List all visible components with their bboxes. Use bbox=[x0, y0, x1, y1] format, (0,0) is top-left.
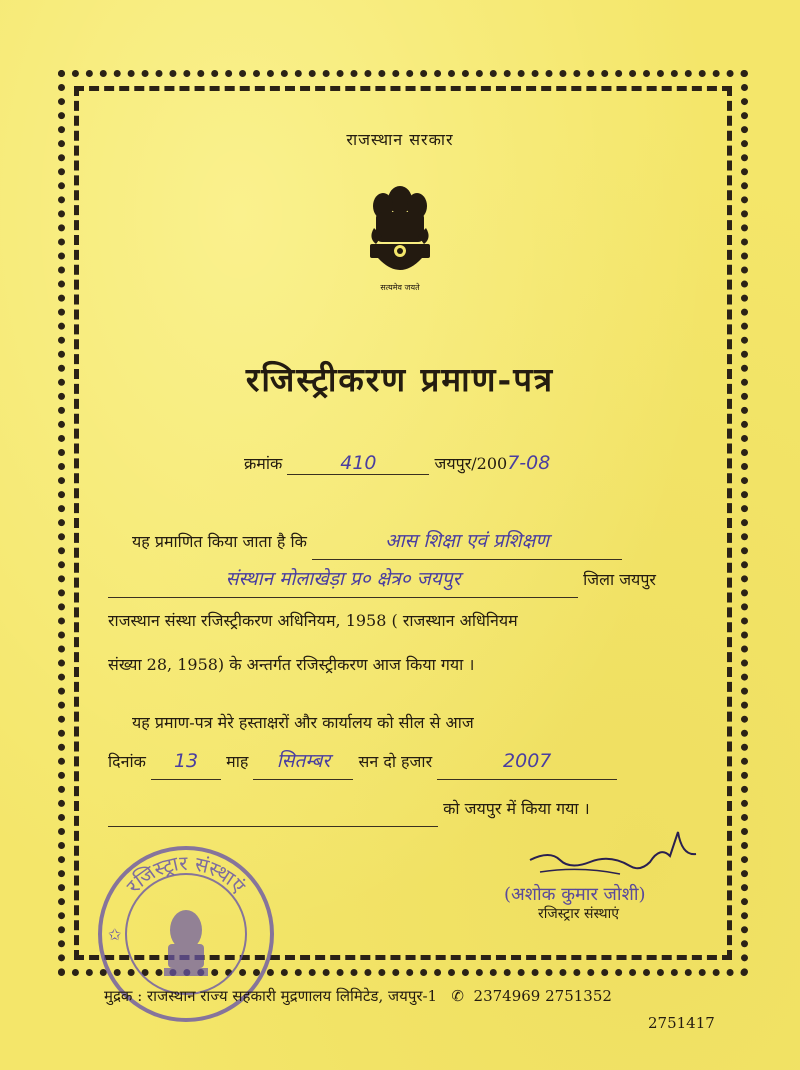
phone-icon: ✆ bbox=[451, 987, 464, 1005]
emblem-motto: सत्यमेव जयते bbox=[380, 283, 420, 292]
number-label: क्रमांक bbox=[244, 454, 283, 473]
body-line-3: राजस्थान संस्था रजिस्ट्रीकरण अधिनियम, 1958 ( राजस्थान अधिनियम bbox=[108, 611, 518, 630]
place-statement: को जयपुर में किया गया । bbox=[443, 799, 590, 818]
printer-footer bbox=[104, 986, 612, 1006]
body-line-2 bbox=[108, 562, 656, 598]
printer-name: मुद्रक : राजस्थान राज्य सहकारी मुद्रणालय लिमिटेड, जयपुर-1 bbox=[104, 987, 438, 1005]
date-label: दिनांक bbox=[108, 752, 146, 771]
signatory-name: (अशोक कुमार जोशी) bbox=[504, 884, 646, 905]
body-line-1 bbox=[132, 524, 622, 560]
month-label: माह bbox=[226, 752, 249, 771]
svg-text:✩: ✩ bbox=[108, 925, 122, 944]
year-value: 2007 bbox=[503, 750, 552, 772]
month-value: सितम्बर bbox=[276, 750, 331, 772]
institution-name-part2: संस्थान मोलाखेड़ा प्र० क्षेत्र० जयपुर bbox=[225, 568, 461, 590]
phone-number-extra: 2751417 bbox=[648, 1014, 715, 1032]
line1-prefix: यह प्रमाणित किया जाता है कि bbox=[132, 532, 307, 551]
number-line bbox=[244, 452, 550, 475]
state-emblem-icon bbox=[360, 178, 440, 296]
certificate-number: 410 bbox=[340, 452, 377, 474]
body-line-4: संख्या 28, 1958) के अन्तर्गत रजिस्ट्रीकरण आज किया गया । bbox=[108, 655, 475, 674]
date-value: 13 bbox=[173, 750, 199, 772]
signatory-post: रजिस्ट्रार संस्थाएं bbox=[538, 906, 619, 922]
place-year-prefix: जयपुर/200 bbox=[434, 454, 508, 473]
institution-name-part1: आस शिक्षा एवं प्रशिक्षण bbox=[385, 530, 549, 552]
signature-scribble-icon bbox=[520, 826, 700, 884]
certificate-title: रजिस्ट्रीकरण प्रमाण-पत्र bbox=[245, 360, 555, 399]
seal-text: रजिस्ट्रार संस्थाएं bbox=[121, 850, 251, 898]
year-label: सन दो हजार bbox=[358, 752, 433, 771]
phone-numbers: 2374969 2751352 bbox=[473, 987, 612, 1005]
body-line-7 bbox=[108, 792, 590, 827]
body-line-date bbox=[108, 744, 617, 780]
body-line-5: यह प्रमाण-पत्र मेरे हस्ताक्षरों और कार्यालय को सील से आज bbox=[132, 713, 474, 732]
government-heading: राजस्थान सरकार bbox=[346, 130, 454, 149]
district-label: जिला जयपुर bbox=[583, 570, 656, 589]
svg-text:रजिस्ट्रार संस्थाएं bbox=[121, 851, 251, 899]
year-suffix: 7-08 bbox=[507, 452, 551, 474]
